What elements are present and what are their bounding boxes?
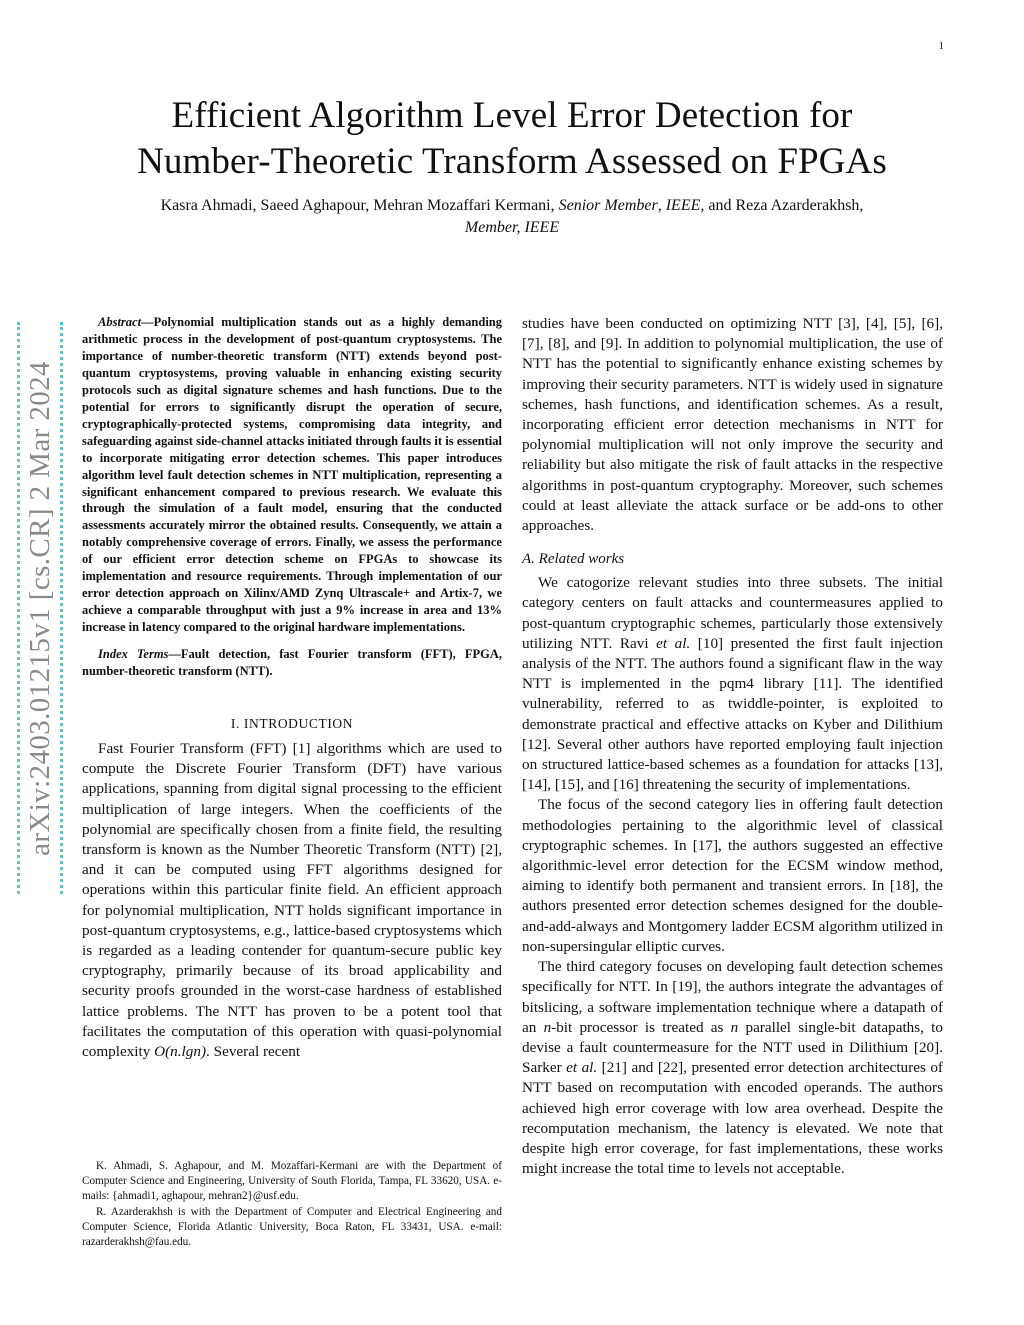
- abstract: [82, 314, 502, 636]
- senior-member-label: Senior Member: [558, 197, 658, 214]
- title-line-1: Efficient Algorithm Level Error Detection for: [171, 95, 853, 136]
- title-line-2: Number-Theoretic Transform Assessed on FPGAs: [137, 141, 887, 182]
- member-label: Member, IEEE: [464, 219, 560, 236]
- rw3-text-d: [21] and [22], presented error detection architectures of NTT based on recomputation with encoded operands. The authors achieved high error coverage with low area overhead. Despite the recomputation mechanism, the latency is elevated. We note that despite high error coverage, for fast implementations, these works might increase the total time to levels not acceptable.: [522, 1059, 943, 1178]
- related-works-paragraph-3: [522, 957, 943, 1179]
- author-names: Kasra Ahmadi, Saeed Aghapour, Mehran Mozaffari Kermani,: [160, 197, 559, 214]
- arxiv-stamp[interactable]: [17, 322, 63, 894]
- complexity-math: O(n.lgn): [154, 1043, 207, 1061]
- math-n: n: [543, 1018, 552, 1036]
- rw3-text-b: -bit processor is treated as: [551, 1018, 731, 1036]
- footnote-paragraph-2: R. Azarderakhsh is with the Department of Computer and Electrical Engineering and Computer Science, Florida Atlantic University, Boca Raton, FL 33431, USA. e-mail: razarderakhsh@fau.edu.: [82, 1205, 502, 1249]
- right-column: [522, 314, 943, 1179]
- abstract-label: Abstract: [98, 315, 142, 329]
- ieee-label: IEEE,: [665, 197, 705, 214]
- intro-paragraph: [82, 739, 502, 1062]
- subsection-heading-related-works: A. Related works: [522, 551, 625, 568]
- related-works-paragraph-2: The focus of the second category lies in offering fault detection methodologies pertaining to the algorithmic level of classical cryptographic schemes. In [17], the authors suggested an effective algorithmic-level error detection for the ECSM window method, aiming to identify both permanent and transient errors. In [18], the authors presented error detection schemes designed for the double-and-add-always and Montgomery ladder ECSM algorithm utilized in non-supersingular elliptic curves.: [522, 796, 943, 955]
- intro-text-end: . Several recent: [206, 1043, 301, 1061]
- last-author: and Reza Azarderakhsh: [704, 197, 860, 214]
- index-terms: [82, 646, 502, 680]
- index-terms-label: Index Terms: [98, 647, 169, 662]
- title-block: [60, 93, 964, 239]
- et-al: et al.: [656, 634, 691, 652]
- abstract-text: —Polynomial multiplication stands out as a highly demanding arithmetic process in the development of post-quantum cryptosystems. The importance of number-theoretic transform (NTT) extends beyond post-quantum cryptosystems, proving valuable in enhancing existing security protocols such as digital signature schemes and hash functions. Due to the potential for errors to significantly disrupt the operation of secure, cryptographically-protected systems, compromising data integrity, and safeguarding against side-channel attacks initiated through faults it is essential to incorporate mitigating error detection schemes. This paper introduces algorithm level fault detection schemes in NTT multiplication, representing a significant enhancement compared to previous research. We evaluate this through the simulation of a fault model, ensuring that the conducted assessments accurately mirror the obtained results. Consequently, we attain a notably comprehensive coverage of errors. Finally, we assess the performance of our efficient error detection scheme on FPGAs to showcase its implementation and resource requirements. Through implementation of our error detection approach on Xilinx/AMD Zynq Ultrascale+ and Artix-7, we achieve a comparable throughput with just a 9% increase in area and 13% increase in latency compared to the original hardware implementations.: [82, 315, 502, 635]
- rw-text-a: We catogorize relevant studies into three subsets. The initial category centers on fault attacks and countermeasures applied to post-quantum cryptographic schemes, particularly those extensively utilizing NTT. Ravi: [522, 574, 943, 652]
- author-separator-2: ,: [859, 197, 864, 214]
- footnote-paragraph-1: K. Ahmadi, S. Aghapour, and M. Mozaffari-Kermani are with the Department of Computer Science and Engineering, University of South Florida, Tampa, FL 33620, USA. e-mails: {ahmadi1, aghapour, mehran2}@usf.edu.: [82, 1160, 502, 1203]
- author-list: [60, 195, 964, 239]
- intro-text: Fast Fourier Transform (FFT) [1] algorithms which are used to compute the Discrete Fourier Transform (DFT) have various applications, spanning from digital signal processing to the efficient multiplication of large integers. When the coefficients of the polynomial are specifically chosen from a finite field, the resulting transform is known as the Number Theoretic Transform (NTT) [2], and it can be computed using FFT algorithms designed for operations within this particular finite field. An efficient approach for polynomial multiplication, NTT holds significant importance in post-quantum cryptosystems, e.g., lattice-based cryptosystems which is regarded as a leading contender for quantum-secure public key cryptography, primarily because of its broad applicability and security proofs grounded in the worst-case hardness of established lattice problems. The NTT has proven to be a potent tool that facilitates the computation of this operation with quasi-polynomial complexity: [82, 740, 502, 1061]
- rw-text-b: [10] presented the first fault injection analysis of the NTT. The authors found a significant flaw in the way NTT is implemented in the pqm4 library [11]. The identified vulnerability, referred to as twiddle-pointer, is exploited to demonstrate practical and effective attacks on Kyber and Dilithium [12]. Several other authors have reported employing fault injection on structured lattice-based schemes as a foundation for attacks [13], [14], [15], and [16] threatening the security of implementations.: [522, 634, 943, 794]
- paper-title: [60, 93, 964, 185]
- related-works-paragraph-1: [522, 573, 943, 795]
- rw3-text-a: The third category focuses on developing fault detection schemes specifically for NTT. In [19], the authors integrate the advantages of bitslicing, a software implementation technique where a datapath of an: [522, 958, 943, 1036]
- affiliation-footnote: [82, 1159, 502, 1250]
- et-al-2: et al.: [566, 1059, 598, 1077]
- math-n-2: n: [730, 1018, 739, 1036]
- section-heading-introduction: I. INTRODUCTION: [230, 716, 354, 732]
- intro-continuation: studies have been conducted on optimizing NTT [3], [4], [5], [6], [7], [8], and [9]. In addition to polynomial multiplication, the use of NTT has the potential to significantly enhance existing schemes by improving their security parameters. NTT is widely used in signature schemes, hash functions, and identification schemes. As a result, incorporating efficient error detection mechanisms in NTT for polynomial multiplication will not only improve the security and reliability but also mitigate the risk of fault attacks in the respective algorithms in post-quantum cryptography. Moreover, such schemes could at least alleviate the attack surface or be add-ons to other approaches.: [522, 315, 943, 535]
- page-number: 1: [938, 40, 944, 52]
- arxiv-identifier[interactable]: arXiv:2403.01215v1 [cs.CR] 2 Mar 2024: [23, 360, 56, 856]
- author-separator: ,: [657, 197, 666, 214]
- index-terms-text: —Fault detection, fast Fourier transform (FFT), FPGA, number-theoretic transform (NTT).: [82, 647, 503, 679]
- left-column: [82, 314, 502, 1062]
- rw3-text-c: parallel single-bit datapaths, to devise a fault countermeasure for the NTT used in Dilithium [20]. Sarker: [522, 1018, 943, 1077]
